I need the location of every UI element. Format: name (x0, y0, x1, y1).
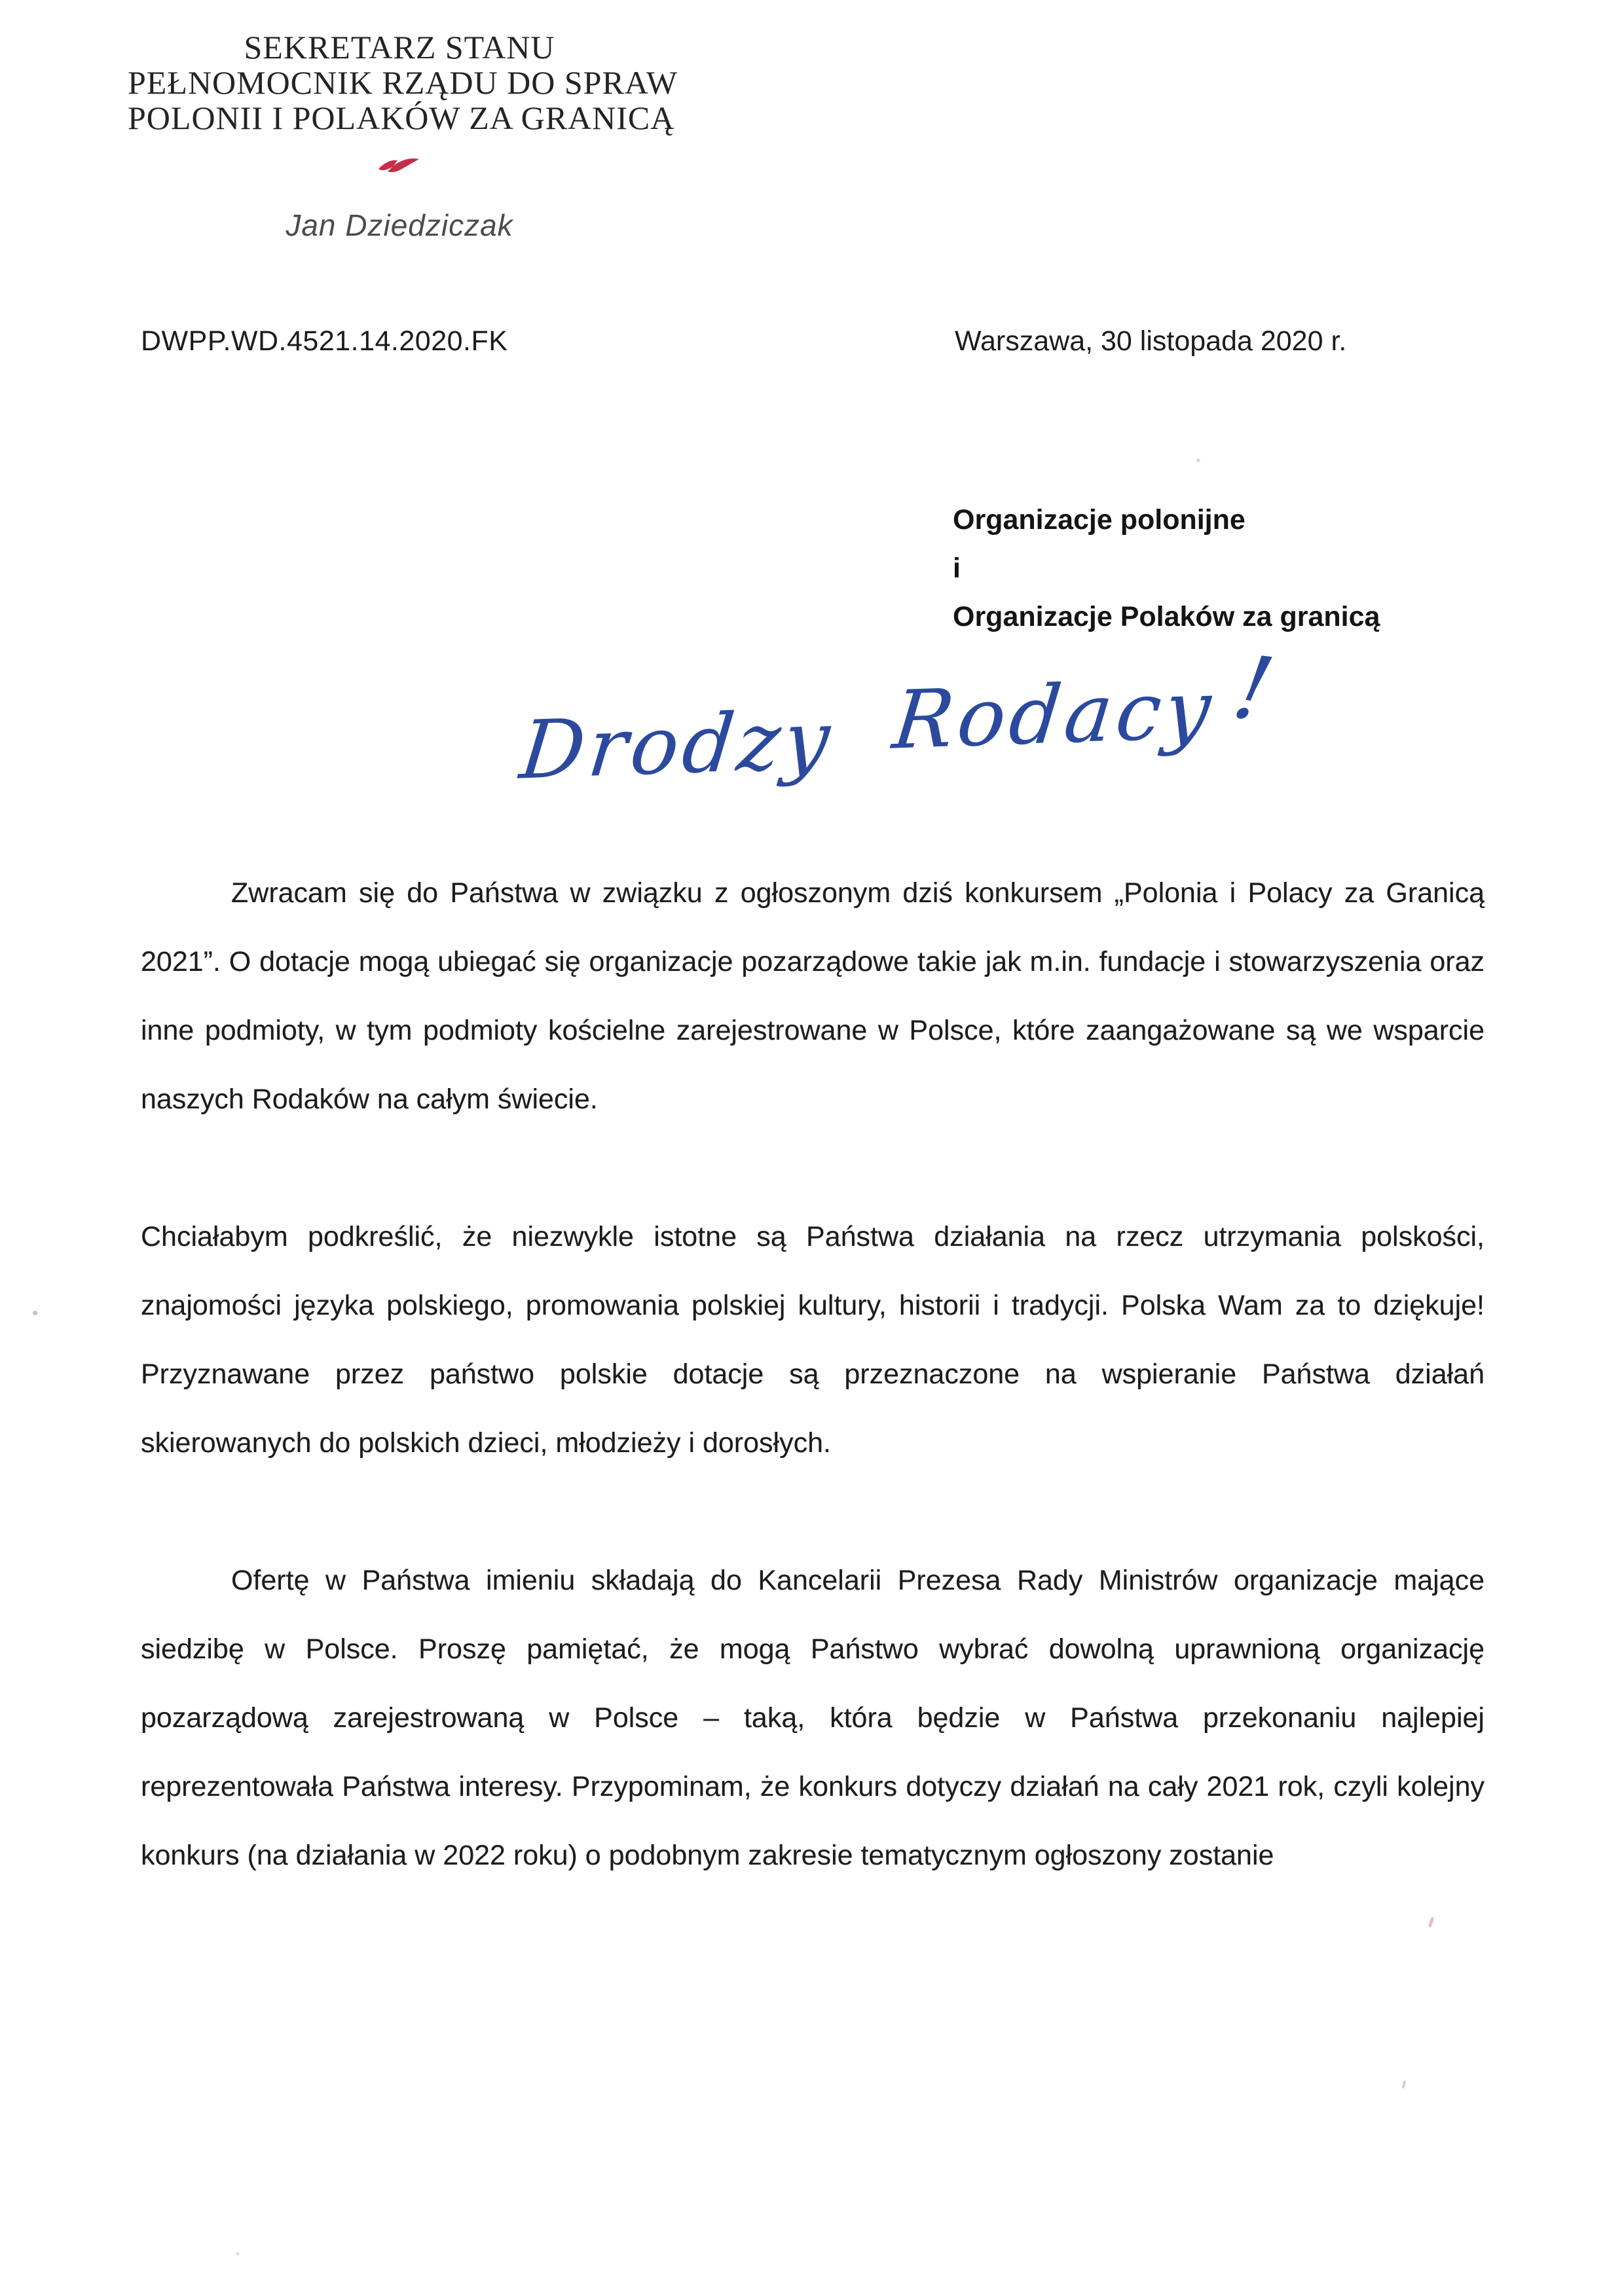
scan-artifact (33, 1311, 37, 1315)
flag-swoosh-icon (376, 153, 423, 175)
place-date: Warszawa, 30 listopada 2020 r. (955, 325, 1347, 357)
letterhead (128, 29, 678, 243)
recipient-line-3: Organizacje Polaków za granicą (953, 601, 1380, 632)
scan-artifact (1196, 458, 1200, 462)
salutation-word-1: Drodzy (515, 693, 838, 797)
letter-body (141, 859, 1485, 1959)
scan-artifact (1402, 2081, 1406, 2089)
letterhead-title (128, 29, 678, 136)
recipient-block (953, 496, 1380, 641)
body-paragraph-2: Chciałabym podkreślić, że niezwykle istotne są Państwa działania na rzecz utrzymania polskości, znajomości języka polskiego, promowania polskiej kultury, historii i tradycji. Polska Wam za to dziękuje! Przyznawane przez państwo polskie dotacje są przeznaczone na wspieranie Państwa działań skierowanych do polskich dzieci, młodzieży i dorosłych. (141, 1221, 1485, 1459)
scan-artifact (236, 2252, 240, 2255)
salutation-word-2: Rodacy (889, 663, 1219, 767)
reference-number: DWPP.WD.4521.14.2020.FK (141, 325, 508, 357)
recipient-line-2: i (953, 553, 961, 584)
handwritten-salutation (515, 636, 1282, 799)
body-paragraph-3: Ofertę w Państwa imieniu składają do Kancelarii Prezesa Rady Ministrów organizacje mające siedzibę w Polsce. Proszę pamiętać, że mogą Państwo wybrać dowolną uprawnioną organizację pozarządową zarejestrowaną w Polsce – taką, która będzie w Państwa przekonaniu najlepiej reprezentowała Państwa interesy. Przypominam, że konkurs dotyczy działań na cały 2021 rok, czyli kolejny konkurs (na działania w 2022 roku) o podobnym zakresie tematycznym ogłoszony zostanie (141, 1565, 1485, 1871)
letterhead-line-2: PEŁNOMOCNIK RZĄDU DO SPRAW (128, 64, 678, 101)
body-paragraph-1: Zwracam się do Państwa w związku z ogłoszonym dziś konkursem „Polonia i Polacy za Granicą 2021”. O dotacje mogą ubiegać się organizacje pozarządowe takie jak m.in. fundacje i stowarzyszenia oraz inne podmioty, w tym podmioty kościelne zarejestrowane w Polsce, które zaangażowane są we wsparcie naszych Rodaków na całym świecie. (141, 877, 1485, 1115)
recipient-line-1: Organizacje polonijne (953, 504, 1246, 536)
flag-swoosh-shape (378, 158, 419, 172)
letterhead-line-1: SEKRETARZ STANU (244, 29, 555, 65)
letterhead-line-3: POLONII I POLAKÓW ZA GRANICĄ (128, 100, 675, 136)
signatory-name: Jan Dziedziczak (286, 208, 513, 242)
salutation-exclamation: ! (1225, 636, 1282, 742)
